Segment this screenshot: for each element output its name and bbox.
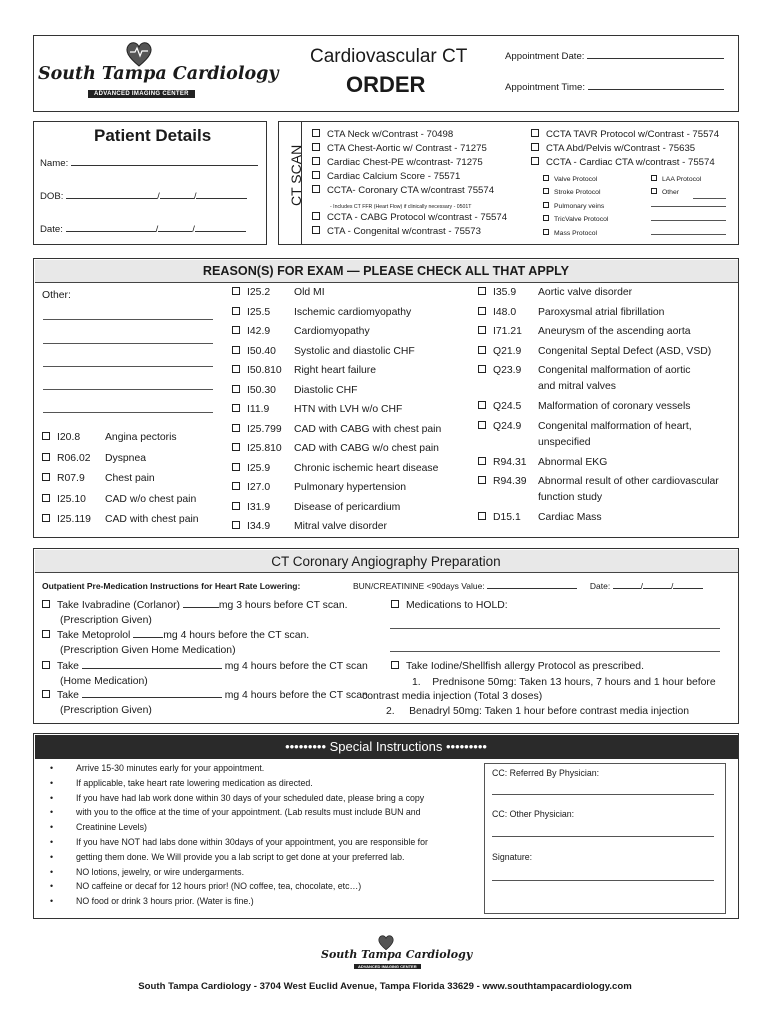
reason-option-checkbox[interactable] bbox=[42, 453, 50, 461]
ct-other-line[interactable] bbox=[651, 220, 726, 221]
appointment-time-line[interactable] bbox=[588, 89, 724, 90]
metoprolol-label: Take Metoprolol bbox=[57, 630, 131, 641]
reason-option-checkbox[interactable] bbox=[232, 482, 240, 490]
iodine-allergy-label: Take Iodine/Shellfish allergy Protocol as prescribed. bbox=[406, 661, 644, 672]
ct-option-label: CTA - Congenital w/contrast - 75573 bbox=[327, 226, 481, 237]
reason-option[interactable] bbox=[478, 365, 690, 376]
ct-option-checkbox[interactable] bbox=[531, 129, 539, 137]
reason-option[interactable] bbox=[232, 502, 400, 513]
icd-code: I27.0 bbox=[247, 482, 271, 493]
ct-option-checkbox[interactable] bbox=[312, 143, 320, 151]
dob-year-line[interactable] bbox=[196, 198, 247, 199]
ct-option-checkbox[interactable] bbox=[531, 157, 539, 165]
reason-option-checkbox[interactable] bbox=[232, 502, 240, 510]
ct-sub-option-checkbox[interactable] bbox=[543, 175, 549, 181]
ct-sub-option-label: Stroke Protocol bbox=[554, 189, 601, 196]
reason-option[interactable] bbox=[478, 512, 602, 523]
take2-medication-line[interactable] bbox=[82, 697, 222, 698]
metoprolol-option[interactable] bbox=[42, 630, 309, 641]
reason-option[interactable] bbox=[478, 401, 690, 412]
take1-label: Take bbox=[57, 661, 79, 672]
ct-scan-side-label: CT SCAN bbox=[288, 144, 304, 206]
reason-option-checkbox[interactable] bbox=[232, 404, 240, 412]
diagnosis-description: CAD with chest pain bbox=[105, 514, 199, 525]
patient-date-label: Date: bbox=[40, 224, 63, 235]
cc-other-label: CC: Other Physician: bbox=[492, 809, 575, 819]
ct-option-checkbox[interactable] bbox=[312, 226, 320, 234]
instruction-text: NO food or drink 3 hours prior. (Water is fine.) bbox=[76, 896, 254, 907]
hold-medications-line[interactable] bbox=[390, 651, 720, 652]
reason-option[interactable] bbox=[232, 385, 358, 396]
take1-checkbox[interactable] bbox=[42, 661, 50, 669]
reason-option-checkbox[interactable] bbox=[42, 514, 50, 522]
ct-sub-option[interactable] bbox=[651, 189, 679, 196]
ffr-note: - Includes CT FFR (Heart Flow) if clinically necessary - 0501T bbox=[330, 204, 472, 210]
instruction-item bbox=[50, 837, 428, 847]
reason-option[interactable] bbox=[232, 443, 439, 454]
reason-option[interactable] bbox=[478, 287, 632, 298]
footer-logo-name: South Tampa Cardiology bbox=[321, 948, 473, 961]
ct-sub-option-checkbox[interactable] bbox=[543, 215, 549, 221]
metoprolol-checkbox[interactable] bbox=[42, 630, 50, 638]
footer-address: South Tampa Cardiology - 3704 West Euclid Avenue, Tampa Florida 33629 - www.southtampacardiology.com bbox=[138, 981, 632, 992]
metoprolol-note: (Prescription Given Home Medication) bbox=[60, 645, 236, 656]
reason-option[interactable] bbox=[42, 494, 196, 505]
reason-option-checkbox[interactable] bbox=[232, 365, 240, 373]
bullet-icon: • bbox=[50, 763, 54, 773]
take1-note: (Home Medication) bbox=[60, 676, 148, 687]
ct-sub-option-checkbox[interactable] bbox=[651, 175, 657, 181]
ct-option-label: CCTA- Coronary CTA w/contrast 75574 bbox=[327, 185, 495, 196]
reason-option[interactable] bbox=[232, 424, 441, 435]
icd-code: I20.8 bbox=[57, 432, 81, 443]
icd-code: Q23.9 bbox=[493, 365, 522, 376]
icd-code: I25.5 bbox=[247, 306, 271, 318]
icd-code: Q24.5 bbox=[493, 401, 522, 412]
instruction-item bbox=[50, 793, 424, 803]
diagnosis-description: Congenital malformation of heart, bbox=[538, 420, 692, 432]
footer-logo-subtitle: ADVANCED IMAGING CENTER bbox=[354, 964, 421, 969]
ct-option-checkbox[interactable] bbox=[312, 185, 320, 193]
cc-other-line[interactable] bbox=[492, 836, 714, 837]
reason-option-checkbox[interactable] bbox=[42, 432, 50, 440]
ct-sub-option[interactable] bbox=[543, 203, 604, 210]
ct-sub-option-label: Pulmonary veins bbox=[554, 203, 605, 210]
diagnosis-description: Right heart failure bbox=[294, 365, 377, 376]
date-month-line[interactable] bbox=[66, 231, 156, 232]
reason-option-checkbox[interactable] bbox=[232, 287, 240, 295]
diagnosis-description: Mitral valve disorder bbox=[294, 521, 387, 532]
icd-code: R94.31 bbox=[493, 456, 527, 468]
ct-sub-option[interactable] bbox=[543, 216, 608, 223]
ivabradine-checkbox[interactable] bbox=[42, 600, 50, 608]
instruction-text: If applicable, take heart rate lowering medication as directed. bbox=[76, 777, 313, 788]
patient-details-heading: Patient Details bbox=[94, 126, 212, 145]
diagnosis-description-cont: and mitral valves bbox=[538, 381, 616, 392]
logo bbox=[38, 40, 279, 106]
reason-option[interactable] bbox=[232, 404, 402, 415]
take2-checkbox[interactable] bbox=[42, 690, 50, 698]
icd-code: I25.119 bbox=[57, 514, 91, 525]
ct-sub-option[interactable] bbox=[543, 230, 597, 237]
diagnosis-description: Systolic and diastolic CHF bbox=[294, 345, 415, 357]
prep-heading: CT Coronary Angiography Preparation bbox=[35, 550, 738, 573]
diagnosis-description: Malformation of coronary vessels bbox=[538, 401, 691, 412]
dob-day-line[interactable] bbox=[160, 198, 194, 199]
reason-option-checkbox[interactable] bbox=[232, 346, 240, 354]
prednisone-instruction bbox=[412, 677, 716, 688]
reason-option-checkbox[interactable] bbox=[478, 457, 486, 465]
ct-sub-option-label: Other bbox=[662, 189, 679, 196]
icd-code: Q24.9 bbox=[493, 420, 522, 432]
ivabradine-dose-line[interactable] bbox=[183, 607, 219, 608]
ct-option-checkbox[interactable] bbox=[312, 129, 320, 137]
reason-option[interactable] bbox=[478, 421, 692, 432]
instruction-item bbox=[50, 822, 147, 832]
diagnosis-description: HTN with LVH w/o CHF bbox=[294, 404, 403, 415]
ct-sub-option-label: LAA Protocol bbox=[662, 176, 702, 183]
diagnosis-description: CAD with CABG w/o chest pain bbox=[294, 443, 439, 454]
ct-option[interactable] bbox=[312, 157, 483, 168]
icd-code: I50.30 bbox=[247, 384, 276, 396]
benadryl-text: Benadryl 50mg: Taken 1 hour before contrast media injection bbox=[409, 706, 690, 717]
reason-option[interactable] bbox=[232, 521, 387, 532]
diagnosis-description-cont: function study bbox=[538, 491, 603, 503]
patient-name-field[interactable] bbox=[40, 158, 258, 169]
bullet-icon: • bbox=[50, 777, 54, 788]
ct-option-label: CCTA - CABG Protocol w/contrast - 75574 bbox=[327, 212, 508, 223]
special-instructions-heading: ••••••••• Special Instructions ••••••••• bbox=[35, 735, 738, 759]
bun-value-line[interactable] bbox=[487, 588, 577, 589]
reasons-heading: REASON(S) FOR EXAM — PLEASE CHECK ALL THAT APPLY bbox=[35, 260, 738, 283]
icd-code: I34.9 bbox=[247, 521, 271, 532]
icd-code: R94.39 bbox=[493, 475, 527, 487]
diagnosis-description-cont: unspecified bbox=[538, 436, 591, 448]
appointment-date-field[interactable] bbox=[505, 51, 724, 62]
ct-option-checkbox[interactable] bbox=[312, 212, 320, 220]
reason-option-checkbox[interactable] bbox=[232, 463, 240, 471]
form-title-order: ORDER bbox=[346, 72, 426, 97]
icd-code: R07.9 bbox=[57, 473, 85, 484]
instruction-text: If you have NOT had labs done within 30days of your appointment, you are responsible for bbox=[76, 837, 428, 847]
reason-option-checkbox[interactable] bbox=[232, 326, 240, 334]
ct-sub-option-checkbox[interactable] bbox=[543, 229, 549, 235]
reasons-other-line[interactable] bbox=[43, 366, 213, 367]
appointment-time-field[interactable] bbox=[505, 82, 724, 93]
ct-option[interactable] bbox=[531, 129, 719, 140]
ct-option[interactable] bbox=[312, 212, 507, 223]
bun-field[interactable]: BUN/CREATININE <90days Value: Date: / / bbox=[353, 581, 703, 591]
take-medication-option-2[interactable] bbox=[42, 690, 368, 701]
diagnosis-description: Ischemic cardiomyopathy bbox=[294, 306, 412, 318]
ct-option-label: CTA Neck w/Contrast - 70498 bbox=[327, 129, 454, 140]
bullet-icon: • bbox=[50, 881, 54, 892]
ct-sub-option[interactable] bbox=[543, 189, 600, 196]
icd-code: I25.10 bbox=[57, 493, 86, 505]
diagnosis-description: Disease of pericardium bbox=[294, 501, 401, 513]
reason-option[interactable] bbox=[232, 326, 370, 337]
reason-option[interactable] bbox=[42, 514, 199, 525]
icd-code: I31.9 bbox=[247, 501, 271, 513]
reason-option[interactable] bbox=[478, 457, 607, 468]
reason-option[interactable] bbox=[42, 473, 155, 484]
ct-option-checkbox[interactable] bbox=[312, 171, 320, 179]
metoprolol-instructions: mg 4 hours before the CT scan. bbox=[163, 630, 310, 641]
reason-option-checkbox[interactable] bbox=[478, 512, 486, 520]
icd-code: I11.9 bbox=[247, 404, 270, 415]
prednisone-instruction-cont: contrast media injection (Total 3 doses) bbox=[362, 691, 543, 702]
diagnosis-description: Old MI bbox=[294, 287, 325, 298]
ct-sub-option[interactable] bbox=[543, 176, 597, 183]
reason-option[interactable] bbox=[232, 463, 438, 474]
ivabradine-instructions: mg 3 hours before CT scan. bbox=[218, 600, 348, 611]
signature-label: Signature: bbox=[492, 852, 533, 862]
bun-date-day[interactable] bbox=[643, 588, 671, 589]
icd-code: I50.40 bbox=[247, 345, 276, 357]
reason-option[interactable] bbox=[42, 432, 177, 443]
icd-code: I71.21 bbox=[493, 326, 522, 337]
take2-instructions: mg 4 hours before the CT scan bbox=[224, 690, 368, 701]
reason-option[interactable] bbox=[232, 346, 415, 357]
reason-option-checkbox[interactable] bbox=[232, 521, 240, 529]
diagnosis-description: Diastolic CHF bbox=[294, 384, 358, 396]
diagnosis-description: Abnormal EKG bbox=[538, 456, 608, 468]
date-year-line[interactable] bbox=[195, 231, 246, 232]
instruction-text: Creatinine Levels) bbox=[76, 822, 147, 833]
appointment-date-line[interactable] bbox=[587, 58, 724, 59]
diagnosis-description: Aortic valve disorder bbox=[538, 287, 633, 298]
diagnosis-description: Pulmonary hypertension bbox=[294, 482, 407, 493]
reason-option-checkbox[interactable] bbox=[478, 307, 486, 315]
form-title: Cardiovascular CT bbox=[310, 46, 468, 67]
reason-option-checkbox[interactable] bbox=[478, 421, 486, 429]
signature-line[interactable] bbox=[492, 880, 714, 881]
cc-box bbox=[484, 763, 726, 914]
patient-dob-label: DOB: bbox=[40, 191, 64, 202]
ct-option-label: Cardiac Calcium Score - 75571 bbox=[327, 171, 461, 182]
icd-code: R06.02 bbox=[57, 452, 91, 464]
logo-subtitle: ADVANCED IMAGING CENTER bbox=[88, 90, 195, 98]
diagnosis-description: Chest pain bbox=[105, 473, 155, 484]
reason-option-checkbox[interactable] bbox=[478, 476, 486, 484]
reason-option[interactable] bbox=[232, 365, 376, 376]
ct-sub-option-checkbox[interactable] bbox=[543, 188, 549, 194]
diagnosis-description: Chronic ischemic heart disease bbox=[294, 462, 439, 474]
ct-sub-option-label: TricValve Protocol bbox=[554, 216, 609, 223]
diagnosis-description: Congenital Septal Defect (ASD, VSD) bbox=[538, 345, 712, 357]
reasons-other-line[interactable] bbox=[43, 319, 213, 320]
instruction-text: NO lotions, jewelry, or wire undergarments. bbox=[76, 866, 245, 877]
ct-option[interactable] bbox=[312, 143, 487, 154]
reason-option[interactable] bbox=[478, 476, 719, 487]
ct-sub-option-checkbox[interactable] bbox=[651, 188, 657, 194]
prednisone-number: 1. bbox=[412, 677, 421, 688]
bullet-icon: • bbox=[50, 792, 54, 803]
ct-option[interactable] bbox=[531, 157, 715, 168]
prednisone-text: Prednisone 50mg: Taken 13 hours, 7 hours and 1 hour before bbox=[432, 677, 716, 688]
instruction-item bbox=[50, 896, 254, 906]
hold-medications-line[interactable] bbox=[390, 628, 720, 629]
diagnosis-description: CAD with CABG with chest pain bbox=[294, 423, 442, 435]
cc-referred-line[interactable] bbox=[492, 794, 714, 795]
instruction-text: NO caffeine or decaf for 12 hours prior! (NO coffee, tea, chocolate, etc…) bbox=[76, 881, 362, 892]
hold-medications-option[interactable] bbox=[391, 600, 508, 611]
reason-option-checkbox[interactable] bbox=[42, 473, 50, 481]
benadryl-number: 2. bbox=[386, 706, 395, 717]
instruction-item bbox=[50, 778, 313, 788]
diagnosis-description: Cardiomyopathy bbox=[294, 326, 370, 337]
reason-option-checkbox[interactable] bbox=[232, 385, 240, 393]
icd-code: I50.810 bbox=[247, 365, 282, 376]
hold-medications-checkbox[interactable] bbox=[391, 600, 399, 608]
instruction-text: with you to the office at the time of your appointment. (Lab results must include BUN and bbox=[76, 807, 421, 818]
bun-label: BUN/CREATININE <90days Value: bbox=[353, 581, 485, 591]
instruction-item bbox=[50, 807, 421, 817]
patient-name-label: Name: bbox=[40, 158, 69, 169]
ct-option-label: CTA Abd/Pelvis w/Contrast - 75635 bbox=[546, 143, 696, 154]
appointment-time-label: Appointment Time: bbox=[505, 82, 585, 93]
iodine-allergy-option[interactable] bbox=[391, 661, 644, 672]
outpatient-label: Outpatient Pre-Medication Instructions for Heart Rate Lowering: bbox=[42, 581, 301, 591]
bun-date-year[interactable] bbox=[673, 588, 703, 589]
reasons-other-line[interactable] bbox=[43, 412, 213, 413]
diagnosis-description: Paroxysmal atrial fibrillation bbox=[538, 306, 665, 318]
ct-other-line[interactable] bbox=[651, 234, 726, 235]
reasons-other-label: Other: bbox=[42, 290, 71, 301]
take1-medication-line[interactable] bbox=[82, 668, 222, 669]
diagnosis-description: CAD w/o chest pain bbox=[105, 493, 197, 505]
ct-sub-option[interactable] bbox=[651, 176, 701, 183]
patient-dob-field[interactable]: DOB: / / bbox=[40, 191, 247, 202]
reason-option-checkbox[interactable] bbox=[42, 494, 50, 502]
reason-option[interactable] bbox=[42, 453, 146, 464]
bullet-icon: • bbox=[50, 837, 54, 847]
appointment-date-label: Appointment Date: bbox=[505, 51, 585, 62]
icd-code: I25.799 bbox=[247, 423, 282, 435]
reasons-other-line[interactable] bbox=[43, 389, 213, 390]
patient-date-field[interactable]: Date: / / bbox=[40, 224, 246, 235]
instruction-item bbox=[50, 881, 361, 891]
instruction-item bbox=[50, 867, 244, 877]
metoprolol-dose-line[interactable] bbox=[133, 637, 163, 638]
reason-option[interactable] bbox=[232, 307, 411, 318]
ivabradine-option[interactable] bbox=[42, 600, 348, 611]
ct-sub-option-checkbox[interactable] bbox=[543, 202, 549, 208]
ct-option-checkbox[interactable] bbox=[312, 157, 320, 165]
bun-date-month[interactable] bbox=[613, 588, 641, 589]
instruction-text: getting them done. We Will provide you a lab script to get done at your preferred lab. bbox=[76, 851, 405, 862]
diagnosis-description: Cardiac Mass bbox=[538, 511, 602, 523]
bun-date-label: Date: bbox=[589, 581, 611, 591]
reason-option-checkbox[interactable] bbox=[478, 346, 486, 354]
ct-option-checkbox[interactable] bbox=[531, 143, 539, 151]
reason-option-checkbox[interactable] bbox=[232, 443, 240, 451]
icd-code: Q21.9 bbox=[493, 345, 522, 357]
reason-option[interactable] bbox=[232, 482, 406, 493]
reason-option[interactable] bbox=[232, 287, 325, 298]
hold-medications-label: Medications to HOLD: bbox=[406, 600, 508, 611]
reason-option-checkbox[interactable] bbox=[232, 424, 240, 432]
bullet-icon: • bbox=[50, 866, 54, 877]
cc-referred-label: CC: Referred By Physician: bbox=[492, 768, 600, 778]
footer-logo bbox=[318, 934, 473, 974]
ct-option[interactable] bbox=[312, 185, 494, 196]
reason-option-checkbox[interactable] bbox=[478, 365, 486, 373]
reason-option[interactable] bbox=[478, 307, 664, 318]
reason-option[interactable] bbox=[478, 346, 711, 357]
bullet-icon: • bbox=[50, 851, 54, 862]
ct-option-label: Cardiac Chest-PE w/contrast- 71275 bbox=[327, 157, 483, 168]
patient-name-line[interactable] bbox=[71, 165, 258, 166]
bullet-icon: • bbox=[50, 896, 54, 907]
ct-option[interactable] bbox=[312, 226, 481, 237]
ct-option[interactable] bbox=[312, 171, 460, 182]
logo-name: South Tampa Cardiology bbox=[38, 64, 279, 84]
diagnosis-description: Dyspnea bbox=[105, 452, 147, 464]
reasons-other-line[interactable] bbox=[43, 343, 213, 344]
icd-code: I25.9 bbox=[247, 462, 271, 474]
diagnosis-description: Abnormal result of other cardiovascular bbox=[538, 475, 719, 487]
diagnosis-description: Aneurysm of the ascending aorta bbox=[538, 326, 691, 337]
icd-code: I35.9 bbox=[493, 287, 517, 298]
ivabradine-note: (Prescription Given) bbox=[60, 615, 152, 626]
instruction-item bbox=[50, 852, 404, 862]
ct-other-line[interactable] bbox=[693, 198, 726, 199]
reason-option[interactable] bbox=[478, 326, 691, 337]
ct-sub-option-label: Mass Protocol bbox=[554, 230, 598, 237]
instruction-text: Arrive 15-30 minutes early for your appointment. bbox=[76, 763, 265, 773]
bullet-icon: • bbox=[50, 807, 54, 818]
dob-month-line[interactable] bbox=[66, 198, 157, 199]
diagnosis-description: Angina pectoris bbox=[105, 432, 177, 443]
bullet-icon: • bbox=[50, 822, 54, 833]
ct-option[interactable] bbox=[531, 143, 695, 154]
icd-code: D15.1 bbox=[493, 511, 521, 523]
icd-code: I48.0 bbox=[493, 306, 517, 318]
take2-label: Take bbox=[57, 690, 79, 701]
take2-note: (Prescription Given) bbox=[60, 705, 152, 716]
take1-instructions: mg 4 hours before the CT scan bbox=[224, 661, 368, 672]
take-medication-option-1[interactable] bbox=[42, 661, 368, 672]
ct-other-line[interactable] bbox=[651, 206, 726, 207]
reason-option-checkbox[interactable] bbox=[478, 287, 486, 295]
icd-code: I25.2 bbox=[247, 287, 271, 298]
iodine-allergy-checkbox[interactable] bbox=[391, 661, 399, 669]
ct-option-label: CCTA - Cardiac CTA w/contrast - 75574 bbox=[546, 157, 715, 168]
reason-option-checkbox[interactable] bbox=[478, 326, 486, 334]
reason-option-checkbox[interactable] bbox=[232, 307, 240, 315]
date-day-line[interactable] bbox=[158, 231, 192, 232]
reason-option-checkbox[interactable] bbox=[478, 401, 486, 409]
icd-code: I25.810 bbox=[247, 443, 282, 454]
instruction-item bbox=[50, 763, 264, 773]
diagnosis-description: Congenital malformation of aortic bbox=[538, 365, 691, 376]
ivabradine-label: Take Ivabradine (Corlanor) bbox=[57, 600, 181, 611]
ct-option-label: CCTA TAVR Protocol w/Contrast - 75574 bbox=[546, 129, 720, 140]
ct-sub-option-label: Valve Protocol bbox=[554, 176, 598, 183]
ct-option[interactable] bbox=[312, 129, 453, 140]
ct-option-label: CTA Chest-Aortic w/ Contrast - 71275 bbox=[327, 143, 487, 154]
benadryl-instruction bbox=[386, 706, 689, 717]
icd-code: I42.9 bbox=[247, 326, 271, 337]
instruction-text: If you have had lab work done within 30 days of your scheduled date, please bring a copy bbox=[76, 792, 425, 803]
